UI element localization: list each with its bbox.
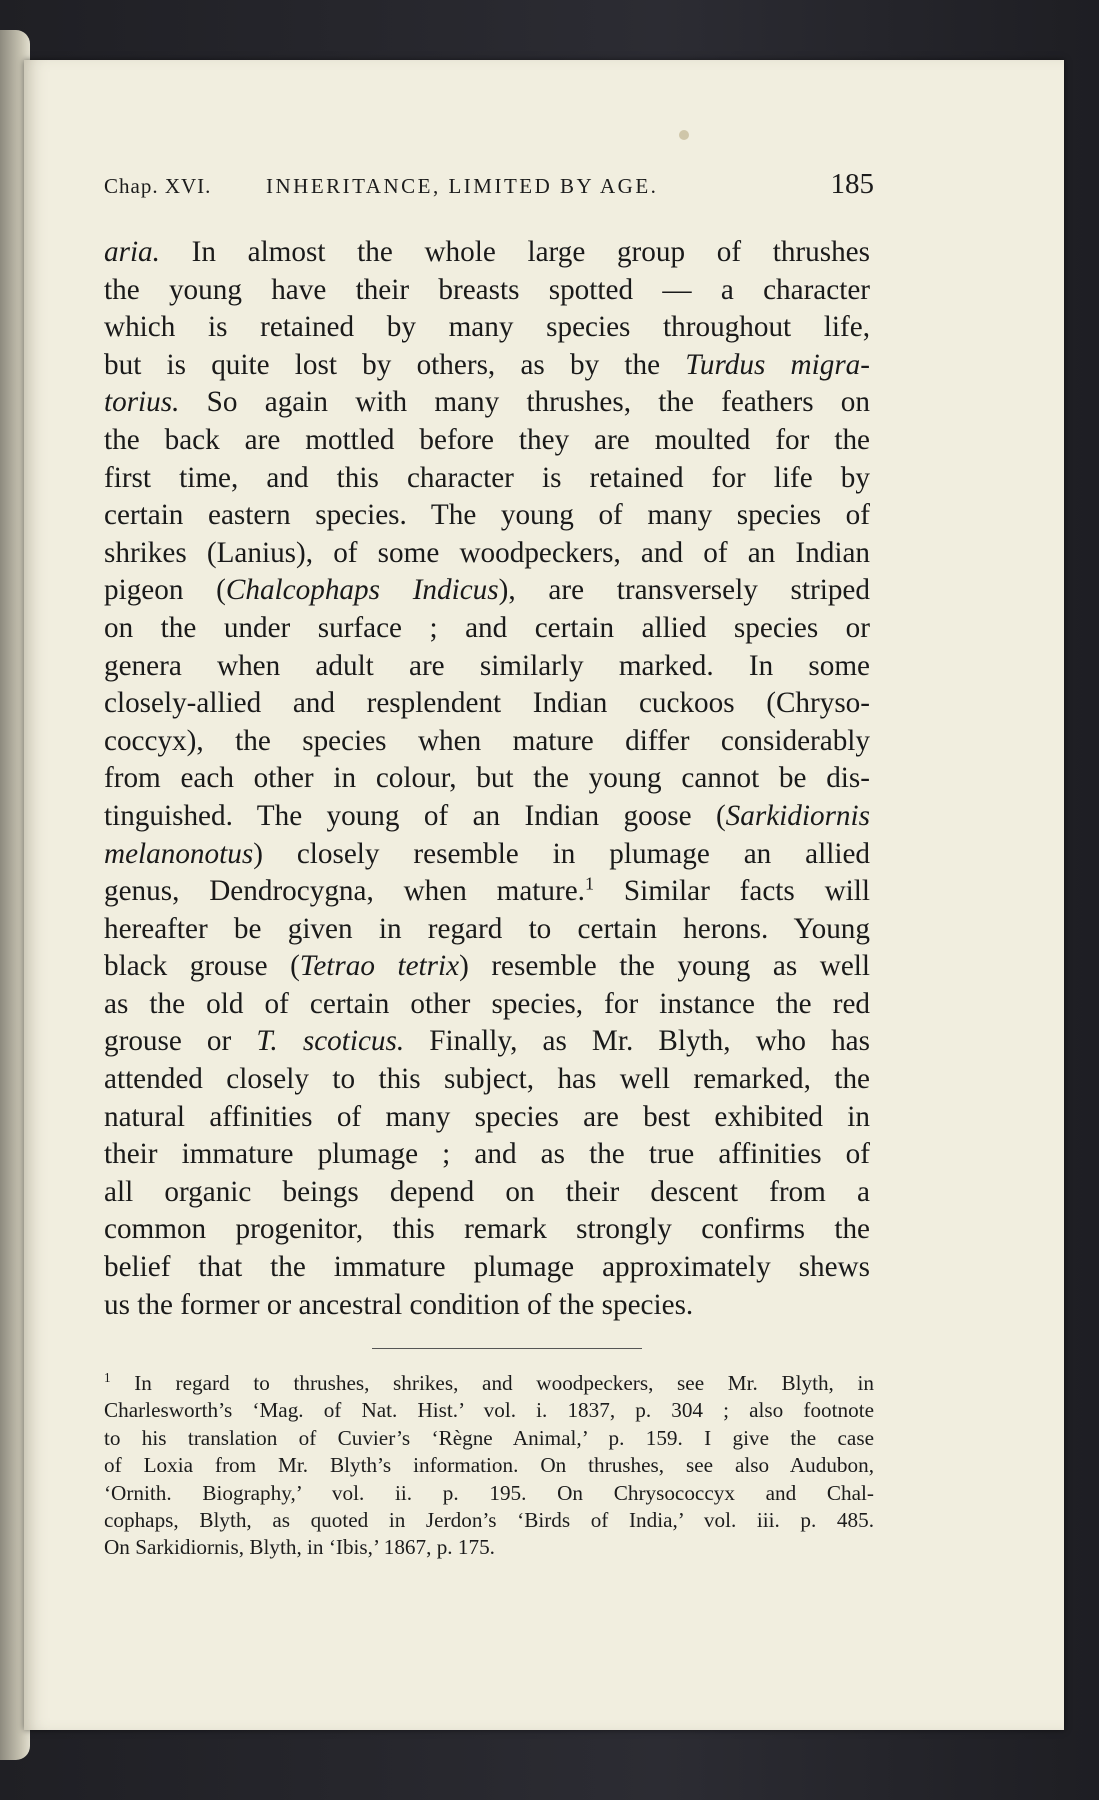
- running-title: INHERITANCE, LIMITED BY AGE.: [266, 174, 659, 198]
- footnote-line: [104, 1480, 874, 1507]
- text-segment: Chalcophaps Indicus: [225, 574, 499, 607]
- text-segment: Sarkidiornis: [725, 799, 870, 832]
- text-segment: On Sarkidiornis, Blyth, in ‘Ibis,’ 1867, p. 175.: [104, 1535, 495, 1560]
- text-segment: T. scoticus.: [256, 1025, 405, 1058]
- footnote-line: [104, 1370, 874, 1397]
- running-header: [104, 168, 874, 208]
- text-segment: In regard to thrushes, shrikes, and woodpeckers, see Mr. Blyth, in: [110, 1371, 874, 1395]
- text-segment: genus, Dendrocygna, when mature.: [104, 875, 585, 908]
- text-segment: of Loxia from Mr. Blyth’s information. On thrushes, see also Audubon,: [104, 1453, 874, 1478]
- text-segment: tinguished. The young of an Indian goose (: [104, 799, 726, 832]
- text-segment: to his translation of Cuvier’s ‘Règne Animal,’ p. 159. I give the case: [104, 1425, 874, 1450]
- text-segment: ) closely resemble in plumage an allied: [253, 837, 870, 870]
- text-segment: common progenitor, this remark strongly confirms the: [104, 1213, 870, 1246]
- body-line: [104, 1023, 870, 1061]
- body-line: [104, 873, 870, 911]
- body-line: [104, 723, 870, 761]
- text-segment: black grouse (: [104, 950, 300, 983]
- text-segment: us the former or ancestral condition of the species.: [104, 1288, 694, 1321]
- text-segment: Finally, as Mr. Blyth, who has: [404, 1025, 870, 1058]
- text-segment: coccyx), the species when mature differ considerably: [104, 724, 870, 757]
- text-segment: closely-allied and resplendent Indian cuckoos (Chryso-: [104, 687, 870, 720]
- body-line: [104, 1099, 870, 1137]
- text-segment: their immature plumage ; and as the true affinities of: [104, 1138, 870, 1171]
- body-line: [104, 1061, 870, 1099]
- body-line: [104, 948, 870, 986]
- text-segment: So again with many thrushes, the feathers on: [179, 386, 870, 419]
- body-line: [104, 422, 870, 460]
- body-line: [104, 272, 870, 310]
- text-segment: pigeon (: [104, 574, 226, 607]
- text-segment: certain eastern species. The young of many species of: [104, 499, 870, 532]
- text-segment: grouse or: [104, 1025, 257, 1058]
- footnote-line: [104, 1534, 874, 1561]
- body-line: [104, 572, 870, 610]
- footnote-marker: 1: [104, 1369, 111, 1385]
- text-segment: shrikes (Lanius), of some woodpeckers, and of an Indian: [104, 536, 870, 569]
- body-line: [104, 460, 870, 498]
- text-segment: belief that the immature plumage approximately shews: [104, 1251, 870, 1284]
- text-segment: natural affinities of many species are best exhibited in: [104, 1100, 870, 1133]
- body-line: [104, 1136, 870, 1174]
- text-segment: Tetrao tetrix: [299, 950, 460, 983]
- body-line: [104, 610, 870, 648]
- body-line: [104, 535, 870, 573]
- body-line: [104, 911, 870, 949]
- text-segment: genera when adult are similarly marked. In some: [104, 649, 870, 682]
- footnote-line: [104, 1425, 874, 1452]
- body-line: [104, 798, 870, 836]
- ink-smudge: [679, 130, 689, 140]
- text-segment: aria.: [104, 236, 160, 268]
- text-segment: which is retained by many species throughout life,: [104, 311, 870, 344]
- footnote-line: [104, 1397, 874, 1424]
- body-line: [104, 836, 870, 874]
- text-segment: ), are transversely striped: [498, 574, 870, 607]
- body-line: [104, 384, 870, 422]
- body-line: [104, 1287, 870, 1325]
- text-segment: ‘Ornith. Biography,’ vol. ii. p. 195. On Chrysococcyx and Chal-: [104, 1480, 874, 1505]
- footnote-marker: 1: [584, 873, 595, 894]
- footnote-line: [104, 1452, 874, 1479]
- text-segment: hereafter be given in regard to certain herons. Young: [104, 912, 870, 945]
- text-segment: Similar facts will: [594, 875, 870, 908]
- text-segment: In almost the whole large group of thrushes: [159, 236, 870, 268]
- chapter-label: Chap. XVI.: [104, 174, 212, 198]
- body-line: [104, 1249, 870, 1287]
- body-line: [104, 760, 870, 798]
- body-line: [104, 986, 870, 1024]
- text-segment: on the under surface ; and certain allied species or: [104, 611, 870, 644]
- body-text: [104, 234, 870, 1324]
- footnotes: [104, 1370, 874, 1562]
- footnote-line: [104, 1507, 874, 1534]
- body-line: [104, 685, 870, 723]
- page-number: 185: [830, 168, 874, 200]
- text-segment: Turdus migra-: [685, 348, 870, 381]
- text-segment: the young have their breasts spotted — a character: [104, 273, 870, 306]
- text-segment: from each other in colour, but the young cannot be dis-: [104, 762, 870, 795]
- body-line: [104, 234, 870, 272]
- text-segment: the back are mottled before they are moulted for the: [104, 423, 870, 456]
- text-segment: ) resemble the young as well: [459, 950, 870, 983]
- body-line: [104, 1211, 870, 1249]
- text-segment: as the old of certain other species, for instance the red: [104, 987, 870, 1020]
- text-segment: but is quite lost by others, as by the: [104, 348, 686, 381]
- body-line: [104, 309, 870, 347]
- text-segment: melanonotus: [104, 837, 254, 870]
- text-segment: attended closely to this subject, has well remarked, the: [104, 1063, 870, 1096]
- text-segment: torius.: [104, 386, 180, 419]
- text-segment: cophaps, Blyth, as quoted in Jerdon’s ‘Birds of India,’ vol. iii. p. 485.: [104, 1508, 874, 1533]
- footnote-rule: [372, 1348, 642, 1349]
- body-line: [104, 648, 870, 686]
- body-line: [104, 497, 870, 535]
- body-line: [104, 347, 870, 385]
- text-segment: all organic beings depend on their descent from a: [104, 1175, 870, 1208]
- text-segment: Charlesworth’s ‘Mag. of Nat. Hist.’ vol. i. 1837, p. 304 ; also footnote: [104, 1398, 874, 1423]
- text-segment: first time, and this character is retained for life by: [104, 461, 870, 494]
- body-line: [104, 1174, 870, 1212]
